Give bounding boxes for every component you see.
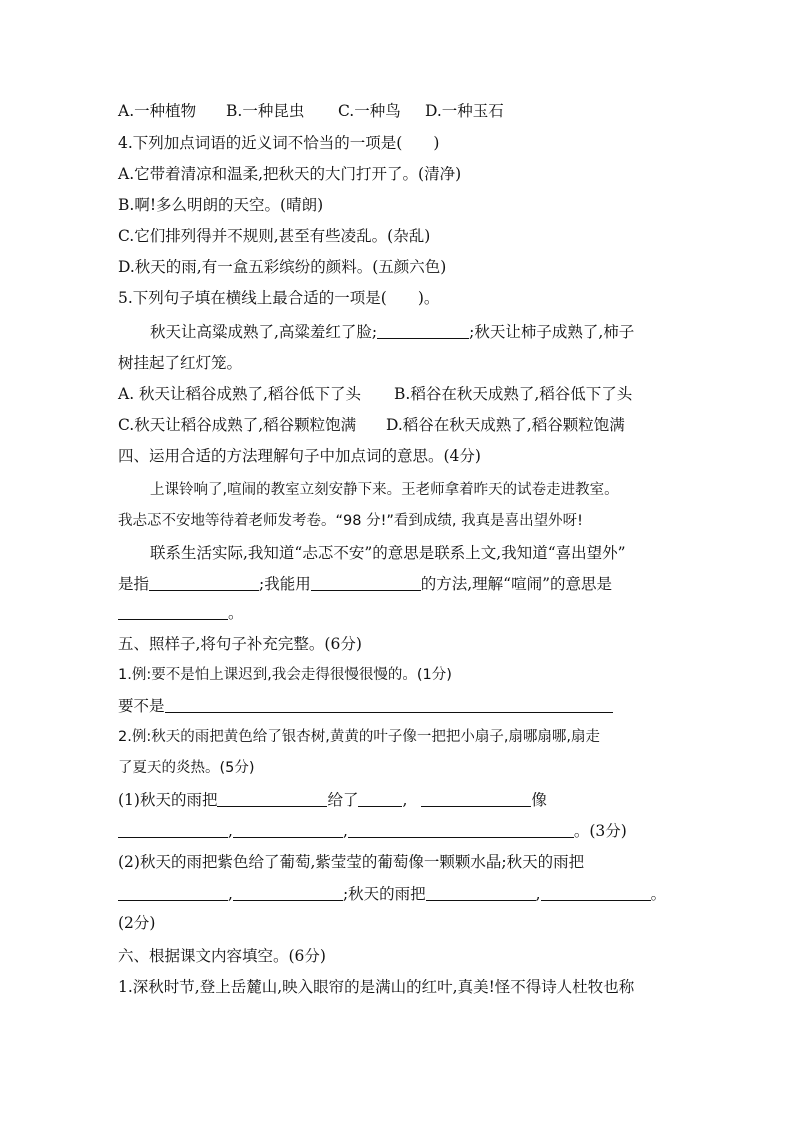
section5-q2-1-blank-5[interactable] [233,822,343,838]
q3-option-a: A.一种植物 [118,102,197,120]
section5-q2-1-text-a: (1)秋天的雨把 [118,791,218,809]
section4-answer-line-2 [118,574,612,594]
q5-option-a: A. 秋天让稻谷成熟了,稻谷低下了头 [118,385,361,403]
section5-q2-1-text-b: 给了 [327,791,359,809]
q5-sentence-start: 秋天让高粱成熟了,高粱羞红了脸; [150,323,378,341]
section4-text-c: 的方法,理解“喧闹”的意思是 [420,575,613,593]
q5-options-cd [118,415,625,435]
comma: , [228,885,233,903]
q5-options-ab [118,384,632,404]
section4-passage-line-1: 上课铃响了,喧闹的教室立刻安静下来。王老师拿着昨天的试卷走进教室。 [150,482,619,498]
section4-passage-line-2: 我忐忑不安地等待着老师发考卷。“98 分!”看到成绩, 我真是喜出望外呀! [118,513,583,529]
section4-text-a: 是指 [118,575,150,593]
section5-q2-2-blank-3[interactable] [426,885,536,901]
section5-q1-prompt: 要不是 [118,697,165,715]
section5-q2-2-line-1: (2)秋天的雨把紫色给了葡萄,紫莹莹的葡萄像一颗颗水晶;秋天的雨把 [118,853,585,871]
q5-option-c: C.秋天让稻谷成熟了,稻谷颗粒饱满 [118,416,357,434]
section5-q2-2-line-2 [118,884,666,904]
section5-q2-2-blank-1[interactable] [118,885,228,901]
q4-option-b: B.啊!多么明朗的天空。(晴朗) [118,196,324,214]
q4-option-c: C.它们排列得并不规则,甚至有些凌乱。(杂乱) [118,227,431,245]
section5-q2-2-end: 。 [650,885,667,903]
comma: , [342,822,348,840]
section5-q1-example: 1.例:要不是怕上课迟到,我会走得很慢很慢的。(1分) [118,667,452,683]
section6-q1: 1.深秋时节,登上岳麓山,映入眼帘的是满山的红叶,真美!怪不得诗人杜牧也称 [118,978,635,996]
section4-answer-line-1: 联系生活实际,我知道“忐忑不安”的意思是联系上文,我知道“喜出望外” [150,544,626,562]
section5-q2-1-end: 。(3分) [573,822,627,840]
section5-q1-answer [118,696,613,716]
q5-option-b: B.稻谷在秋天成熟了,稻谷低下了头 [394,385,633,403]
section4-line-end: 。 [228,604,244,622]
q3-option-b: B.一种昆虫 [226,102,305,120]
q4-option-d: D.秋天的雨,有一盒五彩缤纷的颜料。(五颜六色) [118,258,447,276]
section5-q2-1-blank-6[interactable] [348,822,574,838]
section5-q2-1-blank-1[interactable] [217,791,327,807]
q5-sentence-mid: ;秋天让柿子成熟了,柿子 [469,323,635,341]
q3-option-c: C.一种鸟 [338,102,401,120]
section5-q2-1-comma: , [402,791,408,809]
q5-option-d: D.稻谷在秋天成熟了,稻谷颗粒饱满 [386,416,625,434]
comma: , [535,885,541,903]
section4-text-b: ;我能用 [259,575,311,593]
section5-q2-1-text-d: 像 [531,791,547,809]
section5-q2-2-blank-4[interactable] [541,885,651,901]
section5-q2-2-mid: ;秋天的雨把 [342,885,426,903]
q5-sentence-end: 树挂起了红灯笼。 [118,354,243,372]
section5-q2-1-line-1 [118,790,547,810]
section5-q2-2-score: (2分) [118,914,156,932]
comma: , [228,822,233,840]
q5-blank[interactable] [377,323,469,339]
q5-sentence [150,322,634,342]
q3-options-row [118,101,504,121]
section4-blank-1[interactable] [149,575,259,591]
section5-q2-1-line-2 [118,821,627,841]
section5-q2-example-2: 了夏天的炎热。(5分) [118,760,255,776]
section4-blank-3[interactable] [118,604,228,620]
q5-stem: 5.下列句子填在横线上最合适的一项是( )。 [118,289,440,307]
section6-heading: 六、根据课文内容填空。(6分) [118,947,326,965]
section5-q2-1-blank-2[interactable] [358,791,402,807]
section5-q2-example-1: 2.例:秋天的雨把黄色给了银杏树,黄黄的叶子像一把把小扇子,扇哪扇哪,扇走 [118,729,601,745]
q4-stem: 4.下列加点词语的近义词不恰当的一项是( ) [118,134,440,152]
section4-blank-2[interactable] [311,575,421,591]
section5-q1-blank[interactable] [165,697,613,713]
section5-q2-1-blank-3[interactable] [421,791,531,807]
q3-option-d: D.一种玉石 [425,102,504,120]
section5-heading: 五、照样子,将句子补充完整。(6分) [118,635,362,653]
section4-heading: 四、运用合适的方法理解句子中加点词的意思。(4分) [118,447,481,465]
q4-option-a: A.它带着清凉和温柔,把秋天的大门打开了。(清净) [118,165,462,183]
section5-q2-2-blank-2[interactable] [233,885,343,901]
section5-q2-1-blank-4[interactable] [118,822,228,838]
section4-answer-line-3 [118,603,244,623]
